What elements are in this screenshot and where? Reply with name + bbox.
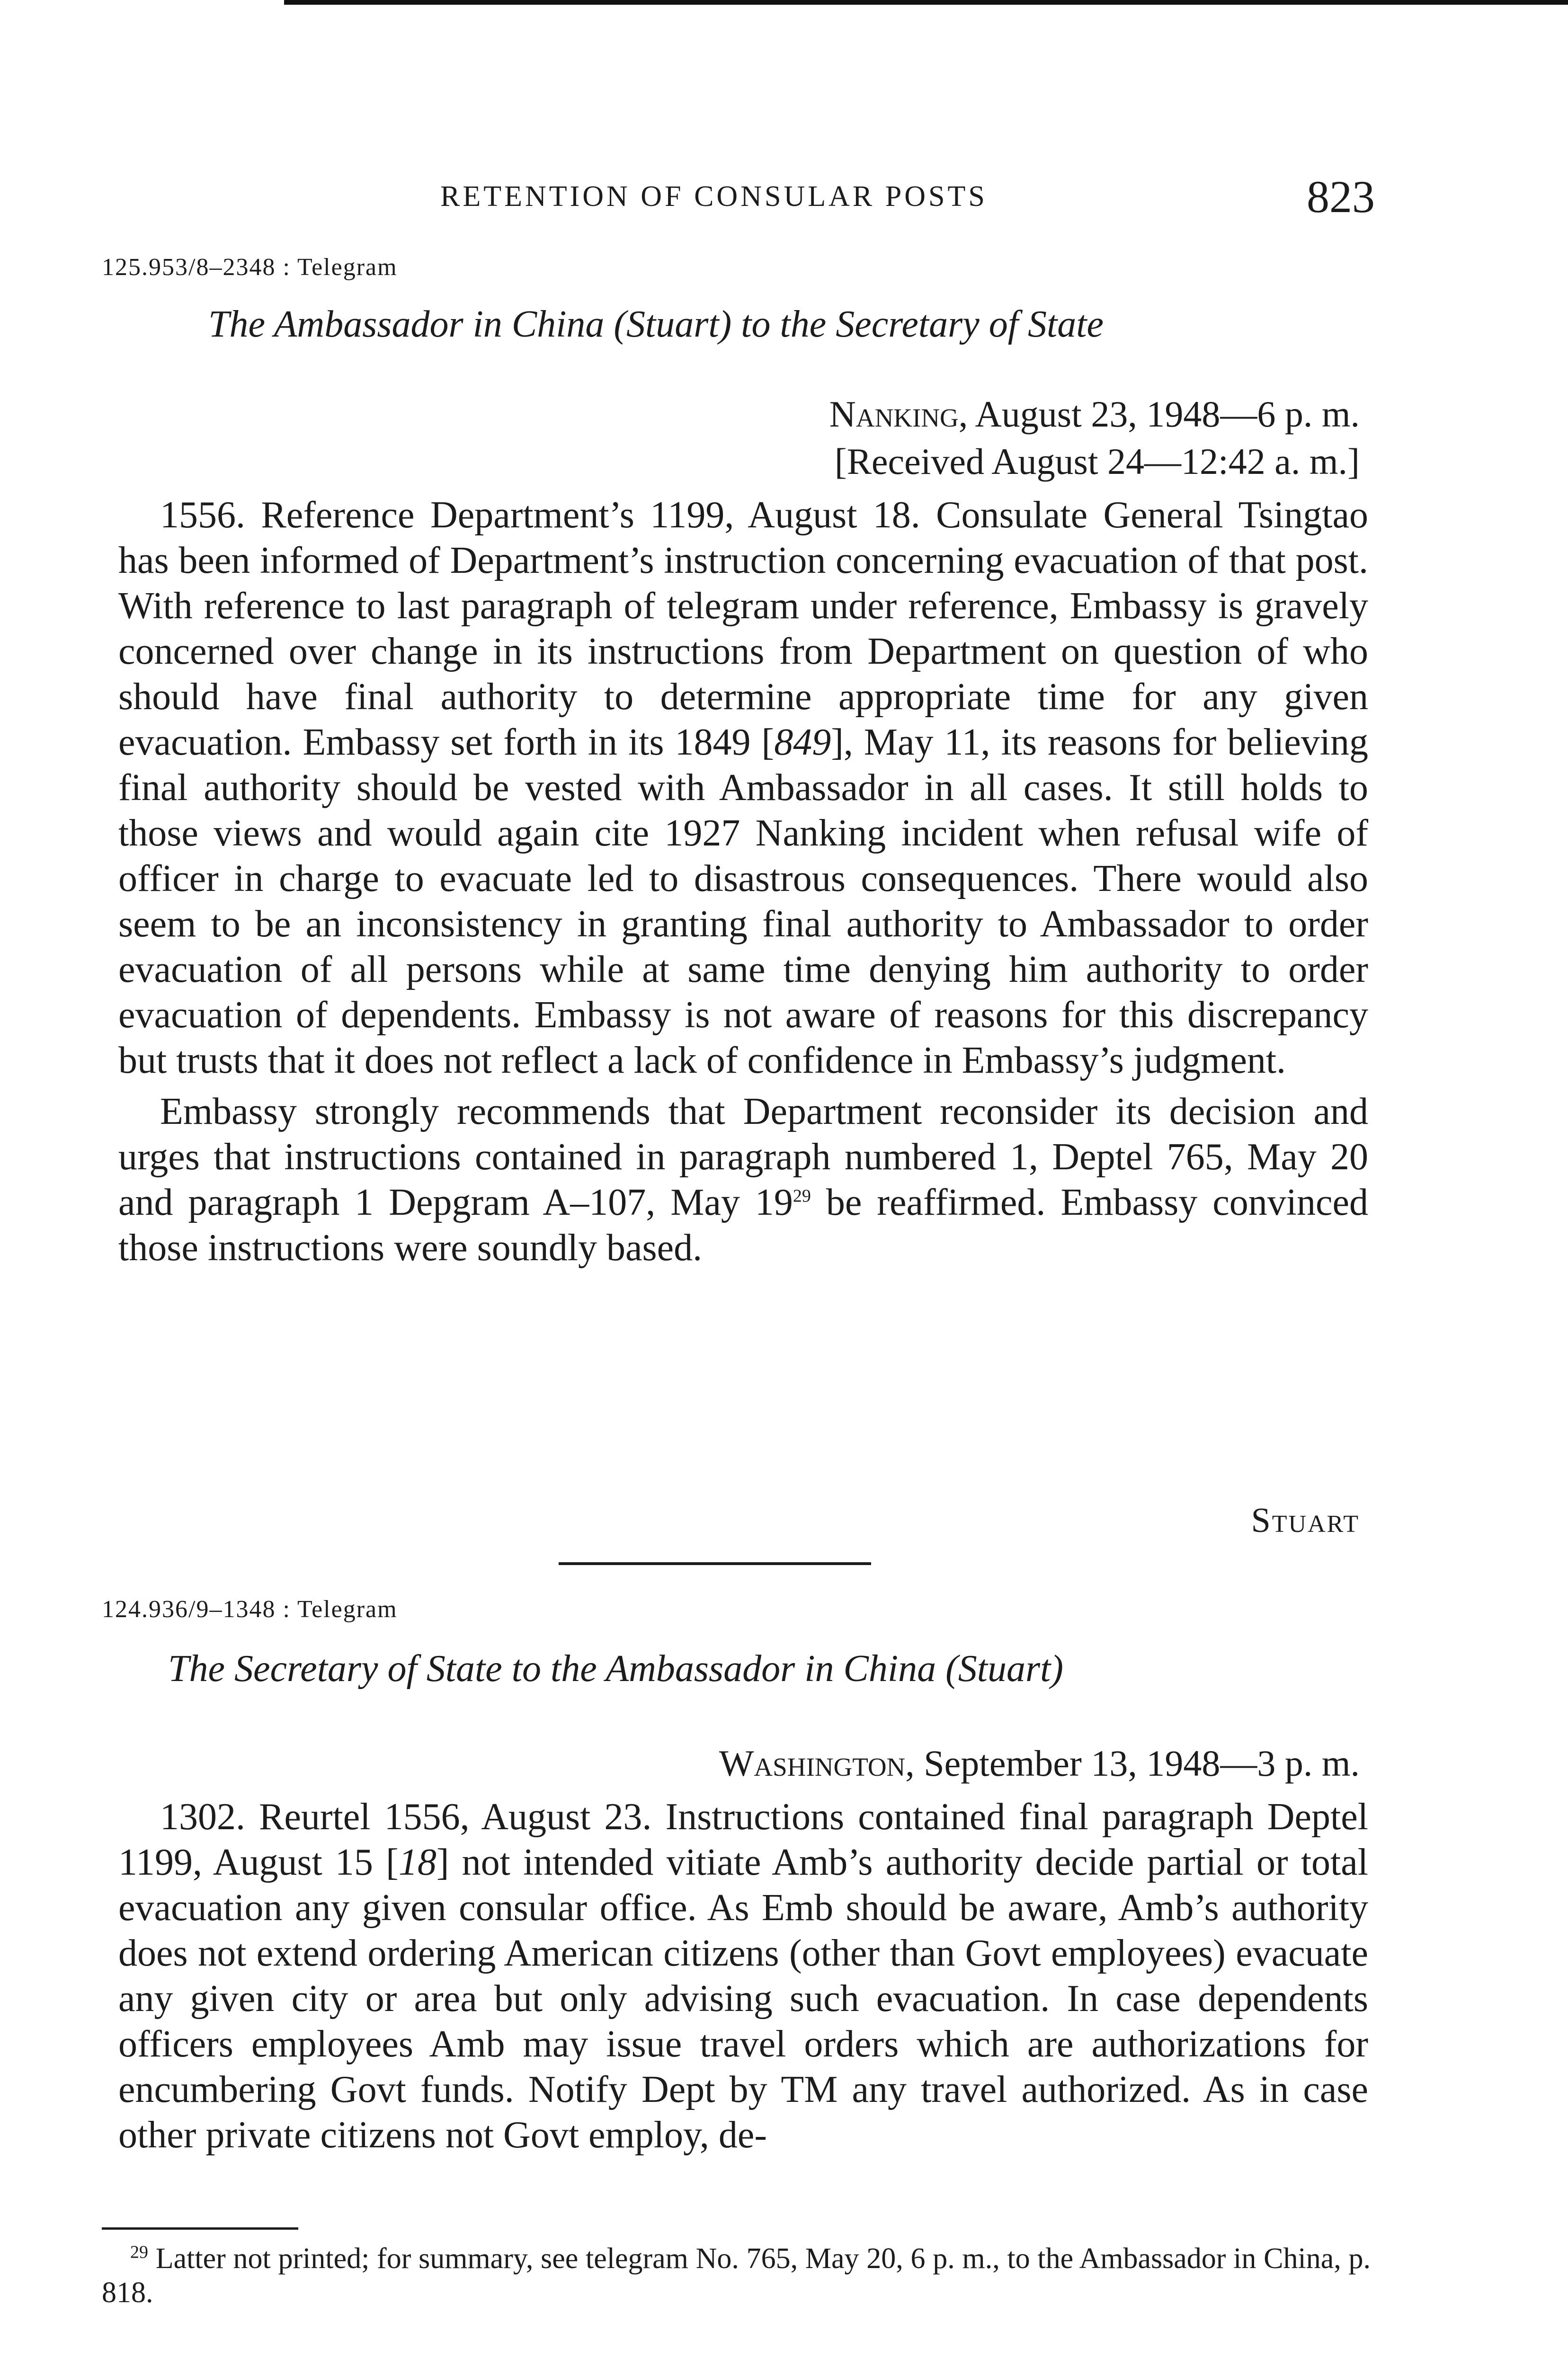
footnote-rule xyxy=(102,2227,298,2230)
date-2: , September 13, 1948—3 p. m. xyxy=(905,1743,1360,1784)
paragraph-3: 1302. Reurtel 1556, August 23. Instructions contained final paragraph Deptel 1199, August 15 [18] not intended vitiate Amb’s authority decide partial or total evacuation any given consular office. As Emb should be aware, Amb’s authority does not extend ordering American citizens (other than Govt employees) evacuate any given city or area but only advising such evacuation. In case dependents officers employees Amb may issue travel orders which are authorizations for encumbering Govt funds. Notify Dept by TM any travel authorized. As in case other private citizens not Govt employ, de- xyxy=(118,1796,1368,2156)
dateline-2 xyxy=(719,1742,1360,1785)
file-reference-1: 125.953/8–2348 : Telegram xyxy=(102,254,398,281)
section-divider xyxy=(559,1562,871,1565)
document-title-2: The Secretary of State to the Ambassador in China (Stuart) xyxy=(168,1648,1063,1690)
paragraph-1: 1556. Reference Department’s 1199, August 18. Consulate General Tsingtao has been informed of Department’s instruction concerning evacuation of that post. With reference to last paragraph of telegram under reference, Embassy is gravely concerned over change in its instructions from Department on question of who should have final authority to determine appropriate time for any given evacuation. Embassy set forth in its 1849 [849], May 11, its reasons for believing final authority should be vested with Ambassador in all cases. It still holds to those views and would again cite 1927 Nanking incident when refusal wife of officer in charge to evacuate led to disastrous consequences. There would also seem to be an inconsistency in granting final authority to Ambassador to order evacuation of all persons while at same time denying him authority to order evacuation of dependents. Embassy is not aware of reasons for this discrepancy but trusts that it does not reflect a lack of confidence in Embassy’s judgment. xyxy=(118,494,1369,1081)
footnote-ref-29: 29 xyxy=(793,1186,811,1206)
telegram-body-1 xyxy=(118,492,1368,1271)
paragraph-2: Embassy strongly recommends that Department reconsider its decision and urges that instructions contained in paragraph numbered 1, Deptel 765, May 20 and paragraph 1 Depgram A–107, May 19$^{29}$ be reaffirmed. Embassy convinced those instructions were soundly based. xyxy=(118,1091,1369,1269)
file-reference-2: 124.936/9–1348 : Telegram xyxy=(102,1596,398,1623)
date-1: , August 23, 1948—6 p. m. xyxy=(958,393,1360,435)
signature: Stuart xyxy=(1251,1501,1360,1540)
running-header: RETENTION OF CONSULAR POSTS xyxy=(440,180,988,213)
page-number: 823 xyxy=(1307,171,1375,222)
place-2: Washington xyxy=(719,1743,906,1784)
page-edge-shadow xyxy=(284,0,1568,5)
document-title-1: The Ambassador in China (Stuart) to the Secretary of State xyxy=(208,303,1104,345)
telegram-body-2 xyxy=(118,1794,1368,2158)
dateline-1 xyxy=(829,393,1360,436)
received-line-1: [Received August 24—12:42 a. m.] xyxy=(834,441,1360,482)
place-1: Nanking xyxy=(829,393,959,435)
footnote-mark: 29 xyxy=(130,2242,148,2262)
footnote-text: Latter not printed; for summary, see telegram No. 765, May 20, 6 p. m., to the Ambassador in China, p. 818. xyxy=(102,2242,1371,2309)
footnote xyxy=(102,2242,1371,2310)
